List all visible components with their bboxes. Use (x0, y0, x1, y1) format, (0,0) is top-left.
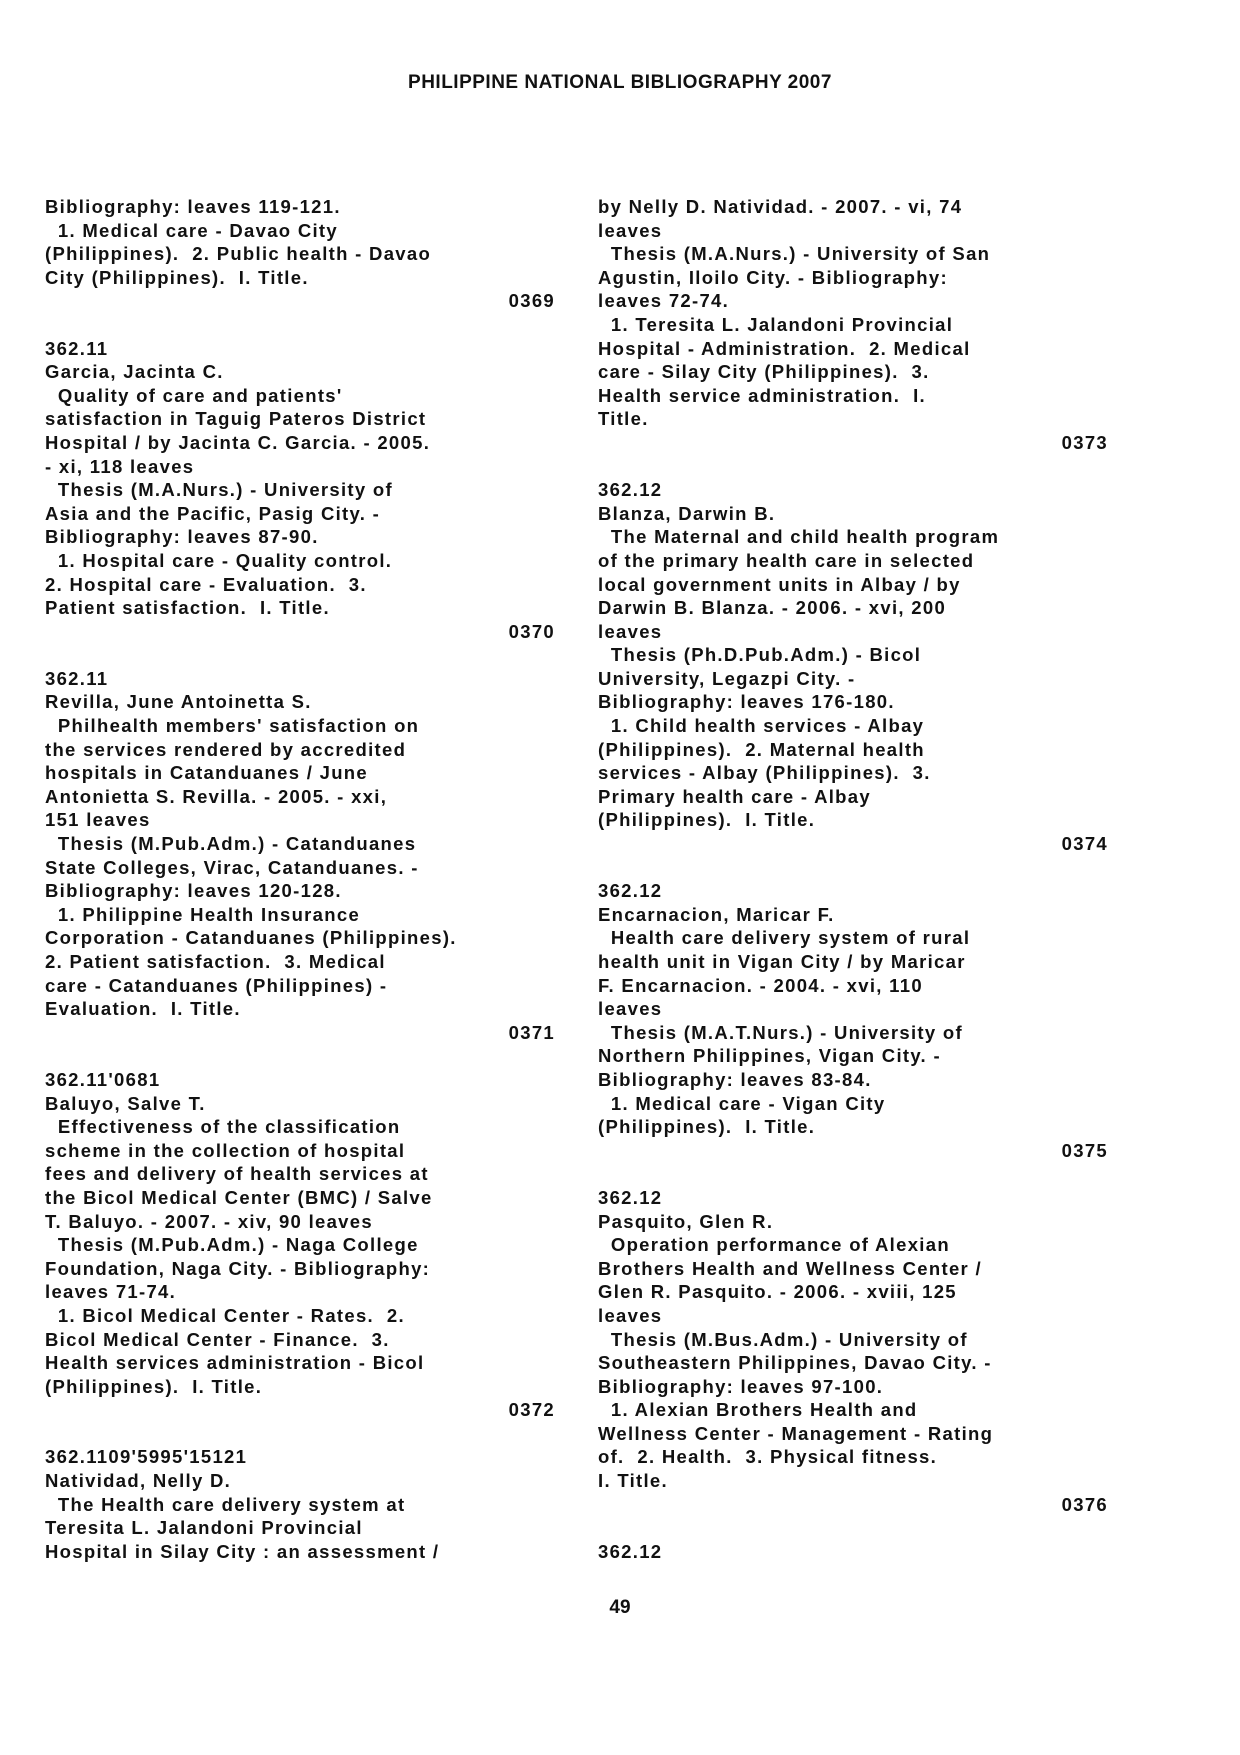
entry-line: 1. Philippine Health Insurance (45, 903, 361, 925)
entry-line: Bicol Medical Center - Finance. 3. (45, 1328, 390, 1350)
entry-line: Quality of care and patients' (45, 384, 343, 406)
entry-line: 1. Teresita L. Jalandoni Provincial (598, 313, 954, 335)
entry-line: 1. Hospital care - Quality control. (45, 549, 393, 571)
entry-line: satisfaction in Taguig Pateros District (45, 408, 427, 430)
entry-line: 1. Medical care - Vigan City (598, 1092, 886, 1114)
entry-line: Corporation - Catanduanes (Philippines). (45, 927, 457, 949)
entry-number: 0376 (1061, 1493, 1108, 1515)
blank-line (45, 313, 555, 337)
entry-line: Hospital / by Jacinta C. Garcia. - 2005. (45, 431, 431, 453)
entry-line: of the primary health care in selected (598, 549, 975, 571)
entry-line: care - Catanduanes (Philippines) - (45, 974, 388, 996)
entry-line: Bibliography: leaves 83-84. (598, 1068, 872, 1090)
entry-line: Thesis (Ph.D.Pub.Adm.) - Bicol (598, 644, 922, 666)
entry-line: by Nelly D. Natividad. - 2007. - vi, 74 (598, 196, 963, 217)
entry-line: health unit in Vigan City / by Maricar (598, 951, 966, 972)
entry-line: City (Philippines). I. Title. (45, 266, 309, 288)
entry-line: 151 leaves (45, 809, 151, 831)
entry-line: (Philippines). 2. Maternal health (598, 738, 925, 760)
entry-line: The Maternal and child health program (598, 526, 1000, 548)
entry-line: Baluyo, Salve T. (45, 1092, 206, 1114)
entry-line: Operation performance of Alexian (598, 1234, 950, 1256)
entry-line: 2. Hospital care - Evaluation. 3. (45, 573, 367, 595)
entry-line: The Health care delivery system at (45, 1493, 406, 1515)
entry-line: leaves (598, 1304, 663, 1326)
entry-line: leaves (598, 620, 663, 642)
entry-line: 362.1109'5995'15121 (45, 1446, 248, 1468)
left-column (45, 195, 555, 1563)
blank-line (598, 1162, 1108, 1186)
entry-line: leaves (598, 998, 663, 1020)
blank-line (45, 1422, 555, 1446)
entry-line: leaves 71-74. (45, 1281, 177, 1303)
entry-line: fees and delivery of health services at (45, 1163, 429, 1185)
entry-line: (Philippines). I. Title. (598, 809, 816, 831)
entry-line: Health care delivery system of rural (598, 927, 971, 949)
entry-line: Revilla, June Antoinetta S. (45, 691, 312, 713)
entry-line: Teresita L. Jalandoni Provincial (45, 1517, 363, 1539)
entry-line: scheme in the collection of hospital (45, 1139, 406, 1161)
entry-line: leaves (598, 219, 663, 241)
entry-line: Glen R. Pasquito. - 2006. - xviii, 125 (598, 1281, 957, 1303)
blank-line (45, 643, 555, 667)
entry-line: Philhealth members' satisfaction on (45, 715, 420, 737)
entry-line: Bibliography: leaves 176-180. (598, 691, 895, 713)
entry-line: 362.12 (598, 880, 663, 902)
right-column (598, 195, 1108, 1563)
entry-line: Thesis (M.A.T.Nurs.) - University of (598, 1021, 963, 1043)
entry-line: - xi, 118 leaves (45, 455, 195, 477)
entry-line: 362.12 (598, 1540, 663, 1562)
entry-line: Thesis (M.A.Nurs.) - University of San (598, 243, 991, 265)
entry-line: Foundation, Naga City. - Bibliography: (45, 1257, 431, 1279)
entry-number: 0374 (1061, 833, 1108, 855)
entry-line: Thesis (M.Bus.Adm.) - University of (598, 1328, 968, 1350)
entry-line: (Philippines). I. Title. (45, 1375, 263, 1397)
entry-number: 0370 (508, 620, 555, 642)
entry-line: 1. Child health services - Albay (598, 715, 925, 737)
entry-number: 0372 (508, 1399, 555, 1421)
entry-line: Encarnacion, Maricar F. (598, 903, 835, 925)
entry-line: Bibliography: leaves 120-128. (45, 880, 342, 902)
entry-line: 362.11 (45, 667, 109, 689)
entry-number: 0373 (1061, 431, 1108, 453)
entry-line: Brothers Health and Wellness Center / (598, 1257, 982, 1279)
entry-line: 2. Patient satisfaction. 3. Medical (45, 951, 386, 972)
entry-line: Primary health care - Albay (598, 785, 871, 807)
entry-line: Evaluation. I. Title. (45, 998, 241, 1020)
entry-line: Darwin B. Blanza. - 2006. - xvi, 200 (598, 597, 947, 619)
entry-line: Asia and the Pacific, Pasig City. - (45, 502, 381, 524)
entry-line: Health service administration. I. (598, 384, 926, 406)
entry-line: hospitals in Catanduanes / June (45, 762, 368, 784)
entry-line: Pasquito, Glen R. (598, 1210, 774, 1232)
entry-line: Bibliography: leaves 119-121. (45, 196, 341, 217)
entry-line: Hospital in Silay City : an assessment / (45, 1540, 440, 1562)
entry-line: State Colleges, Virac, Catanduanes. - (45, 856, 419, 878)
entry-line: the services rendered by accredited (45, 738, 407, 760)
entry-line: 362.12 (598, 1186, 663, 1208)
blank-line (598, 455, 1108, 479)
entry-line: of. 2. Health. 3. Physical fitness. (598, 1446, 938, 1468)
entry-line: Wellness Center - Management - Rating (598, 1422, 994, 1444)
entry-line: I. Title. (598, 1470, 668, 1492)
blank-line (598, 856, 1108, 880)
page-header: PHILIPPINE NATIONAL BIBLIOGRAPHY 2007 (408, 72, 832, 93)
entry-line: 362.11 (45, 337, 109, 359)
entry-line: care - Silay City (Philippines). 3. (598, 361, 930, 383)
entry-line: Southeastern Philippines, Davao City. - (598, 1352, 992, 1374)
entry-line: University, Legazpi City. - (598, 667, 856, 689)
entry-line: Garcia, Jacinta C. (45, 361, 224, 383)
entry-line: 1. Alexian Brothers Health and (598, 1399, 918, 1421)
entry-line: T. Baluyo. - 2007. - xiv, 90 leaves (45, 1210, 373, 1232)
entry-line: Blanza, Darwin B. (598, 502, 776, 524)
entry-line: Thesis (M.Pub.Adm.) - Catanduanes (45, 833, 417, 855)
page-number: 49 (609, 1597, 631, 1618)
entry-line: Bibliography: leaves 97-100. (598, 1375, 884, 1397)
entry-line: Thesis (M.Pub.Adm.) - Naga College (45, 1234, 419, 1256)
entry-line: services - Albay (Philippines). 3. (598, 762, 931, 784)
entry-line: Antonietta S. Revilla. - 2005. - xxi, (45, 785, 388, 807)
entry-line: Hospital - Administration. 2. Medical (598, 337, 971, 359)
entry-line: 362.12 (598, 479, 663, 501)
blank-line (45, 1044, 555, 1068)
entry-number: 0375 (1061, 1139, 1108, 1161)
entry-line: Bibliography: leaves 87-90. (45, 526, 319, 548)
entry-line: local government units in Albay / by (598, 573, 961, 595)
entry-line: (Philippines). I. Title. (598, 1116, 816, 1138)
entry-line: Natividad, Nelly D. (45, 1470, 232, 1492)
entry-line: Title. (598, 408, 649, 430)
entry-line: F. Encarnacion. - 2004. - xvi, 110 (598, 974, 923, 996)
entry-line: (Philippines). 2. Public health - Davao (45, 243, 432, 265)
entry-line: Northern Philippines, Vigan City. - (598, 1045, 941, 1067)
entry-line: Effectiveness of the classification (45, 1116, 401, 1138)
entry-number: 0371 (508, 1021, 555, 1043)
entry-line: 362.11'0681 (45, 1068, 161, 1090)
entry-line: Patient satisfaction. I. Title. (45, 597, 330, 619)
entry-line: Thesis (M.A.Nurs.) - University of (45, 479, 393, 501)
blank-line (598, 1516, 1108, 1540)
entry-line: Health services administration - Bicol (45, 1352, 425, 1374)
entry-number: 0369 (508, 290, 555, 312)
entry-line: 1. Medical care - Davao City (45, 219, 338, 241)
entry-line: leaves 72-74. (598, 290, 730, 312)
entry-line: the Bicol Medical Center (BMC) / Salve (45, 1186, 433, 1208)
entry-line: Agustin, Iloilo City. - Bibliography: (598, 266, 948, 288)
entry-line: 1. Bicol Medical Center - Rates. 2. (45, 1304, 405, 1326)
